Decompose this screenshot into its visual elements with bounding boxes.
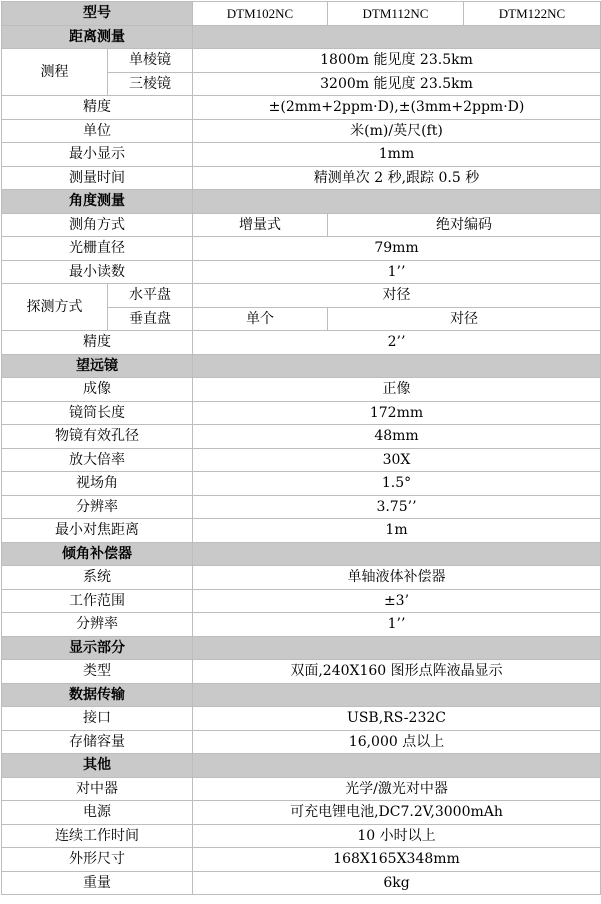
model-header-row: [2, 2, 601, 26]
row-value: 1m: [193, 519, 601, 543]
row-value: USB,RS-232C: [193, 707, 601, 731]
row-value: 增量式: [193, 213, 328, 237]
row-value: 对径: [193, 284, 601, 308]
row-label: 测程: [2, 49, 108, 96]
row-label: 测量时间: [2, 166, 193, 190]
row-label: 成像: [2, 378, 193, 402]
spec-row: [2, 143, 601, 167]
section-header-row: [2, 542, 601, 566]
spec-row: [2, 613, 601, 637]
spec-row: [2, 96, 601, 120]
row-label: 工作范围: [2, 589, 193, 613]
row-value: 单个: [193, 307, 328, 331]
model-name: DTM122NC: [464, 2, 601, 26]
model-name: DTM112NC: [328, 2, 464, 26]
row-value: 可充电锂电池,DC7.2V,3000mAh: [193, 801, 601, 825]
row-value: 正像: [193, 378, 601, 402]
row-value: 双面,240X160 图形点阵液晶显示: [193, 660, 601, 684]
row-value: ±(2mm+2ppm·D),±(3mm+2ppm·D): [193, 96, 601, 120]
spec-row: [2, 801, 601, 825]
spec-row: [2, 777, 601, 801]
row-value: 172mm: [193, 401, 601, 425]
row-value: 米(m)/英尺(ft): [193, 119, 601, 143]
row-label: 物镜有效孔径: [2, 425, 193, 449]
spec-row: [2, 472, 601, 496]
model-header-label: 型号: [2, 2, 193, 26]
spec-row: [2, 284, 601, 308]
spec-row: [2, 495, 601, 519]
row-label: 电源: [2, 801, 193, 825]
spec-row: [2, 707, 601, 731]
row-sublabel: 垂直盘: [108, 307, 193, 331]
row-value: 10 小时以上: [193, 824, 601, 848]
spec-row: [2, 331, 601, 355]
section-header-row: [2, 683, 601, 707]
spec-row: [2, 119, 601, 143]
row-value: 168X165X348mm: [193, 848, 601, 872]
row-label: 接口: [2, 707, 193, 731]
row-label: 最小对焦距离: [2, 519, 193, 543]
row-label: 测角方式: [2, 213, 193, 237]
row-value: 对径: [328, 307, 601, 331]
row-label: 类型: [2, 660, 193, 684]
row-label: 精度: [2, 331, 193, 355]
spec-row: [2, 166, 601, 190]
row-value: 1mm: [193, 143, 601, 167]
row-value: 1800m 能见度 23.5km: [193, 49, 601, 73]
spec-row: [2, 425, 601, 449]
section-title: 倾角补偿器: [2, 542, 193, 566]
spec-table: [1, 1, 601, 895]
row-label: 最小读数: [2, 260, 193, 284]
row-value: 光学/激光对中器: [193, 777, 601, 801]
row-label: 精度: [2, 96, 193, 120]
section-title: 显示部分: [2, 636, 193, 660]
spec-row: [2, 448, 601, 472]
row-label: 外形尺寸: [2, 848, 193, 872]
spec-row: [2, 260, 601, 284]
row-value: 30X: [193, 448, 601, 472]
row-value: 单轴液体补偿器: [193, 566, 601, 590]
section-header-row: [2, 636, 601, 660]
row-label: 探测方式: [2, 284, 108, 331]
section-header-fill: [193, 683, 601, 707]
row-value: 1’’: [193, 613, 601, 637]
section-title: 其他: [2, 754, 193, 778]
section-title: 数据传输: [2, 683, 193, 707]
row-value: 3.75’’: [193, 495, 601, 519]
section-header-fill: [193, 25, 601, 49]
row-sublabel: 水平盘: [108, 284, 193, 308]
spec-row: [2, 401, 601, 425]
row-value: 16,000 点以上: [193, 730, 601, 754]
row-value: 2’’: [193, 331, 601, 355]
row-sublabel: 单棱镜: [108, 49, 193, 73]
row-value: 精测单次 2 秒,跟踪 0.5 秒: [193, 166, 601, 190]
spec-row: [2, 566, 601, 590]
row-label: 光栅直径: [2, 237, 193, 261]
spec-row: [2, 824, 601, 848]
row-label: 最小显示: [2, 143, 193, 167]
row-label: 放大倍率: [2, 448, 193, 472]
section-title: 角度测量: [2, 190, 193, 214]
spec-row: [2, 213, 601, 237]
section-title: 距离测量: [2, 25, 193, 49]
row-value: 绝对编码: [328, 213, 601, 237]
row-label: 单位: [2, 119, 193, 143]
model-name: DTM102NC: [193, 2, 328, 26]
row-label: 对中器: [2, 777, 193, 801]
section-header-fill: [193, 754, 601, 778]
row-label: 分辨率: [2, 613, 193, 637]
spec-row: [2, 660, 601, 684]
row-value: 48mm: [193, 425, 601, 449]
section-header-row: [2, 754, 601, 778]
row-label: 视场角: [2, 472, 193, 496]
row-label: 分辨率: [2, 495, 193, 519]
row-value: ±3’: [193, 589, 601, 613]
row-value: 6kg: [193, 871, 601, 895]
section-header-row: [2, 190, 601, 214]
spec-row: [2, 848, 601, 872]
section-header-fill: [193, 354, 601, 378]
spec-row: [2, 49, 601, 73]
row-value: 79mm: [193, 237, 601, 261]
row-label: 连续工作时间: [2, 824, 193, 848]
row-label: 镜筒长度: [2, 401, 193, 425]
row-value: 1’’: [193, 260, 601, 284]
row-sublabel: 三棱镜: [108, 72, 193, 96]
section-header-fill: [193, 190, 601, 214]
section-header-fill: [193, 636, 601, 660]
row-label: 系统: [2, 566, 193, 590]
row-label: 存储容量: [2, 730, 193, 754]
section-header-row: [2, 25, 601, 49]
spec-row: [2, 519, 601, 543]
section-header-fill: [193, 542, 601, 566]
spec-row: [2, 871, 601, 895]
spec-row: [2, 589, 601, 613]
section-header-row: [2, 354, 601, 378]
section-title: 望远镜: [2, 354, 193, 378]
row-value: 1.5°: [193, 472, 601, 496]
row-label: 重量: [2, 871, 193, 895]
spec-row: [2, 730, 601, 754]
spec-row: [2, 237, 601, 261]
spec-row: [2, 378, 601, 402]
row-value: 3200m 能见度 23.5km: [193, 72, 601, 96]
